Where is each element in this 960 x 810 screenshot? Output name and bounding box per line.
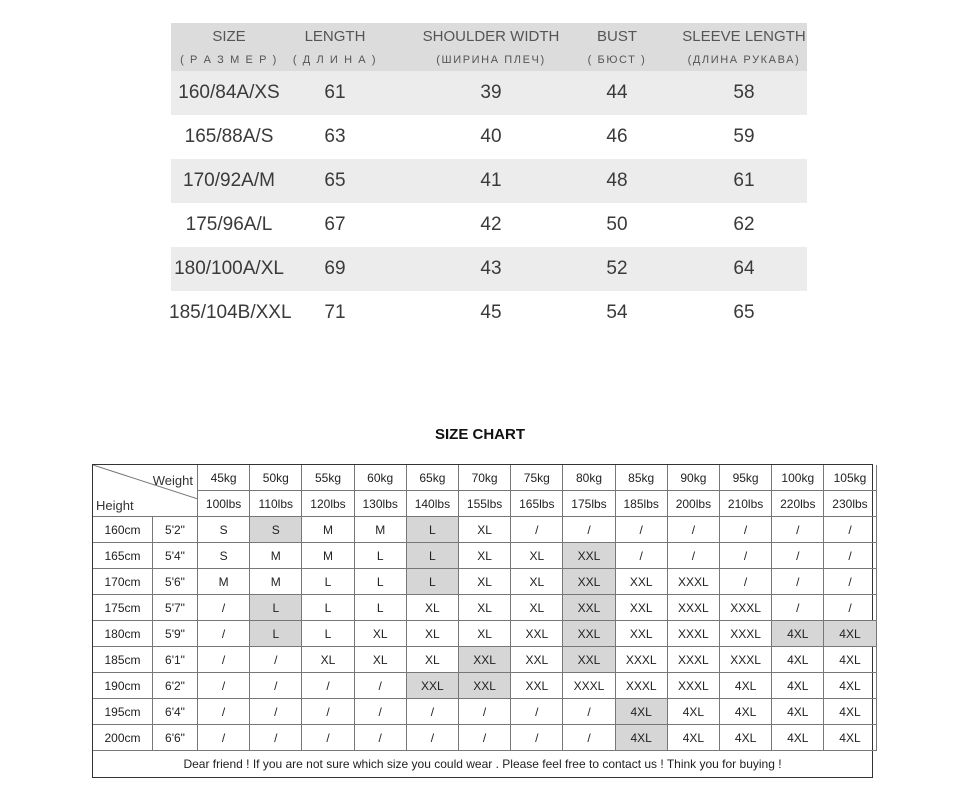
size-cell: XXL [459, 673, 511, 699]
weight-lbs-header: 110lbs [250, 491, 302, 517]
height-ft-cell: 6'6" [153, 725, 198, 751]
size-cell: XXXL [563, 673, 615, 699]
height-label: Height [96, 498, 134, 513]
size-cell: / [824, 517, 876, 543]
measure-cell: 52 [606, 258, 628, 279]
size-cell: L [407, 569, 459, 595]
size-cell: L [407, 517, 459, 543]
measure-header-0 [169, 23, 289, 71]
size-cell: XL [407, 595, 459, 621]
size-cell: XXXL [668, 621, 720, 647]
size-cell: XL [511, 569, 563, 595]
size-cell: / [198, 595, 250, 621]
height-ft-cell: 5'4" [153, 543, 198, 569]
size-cell: / [772, 569, 824, 595]
size-cell: 4XL [668, 725, 720, 751]
measure-cell: 64 [733, 258, 755, 279]
measure-header-russian: (ДЛИНА РУКАВА) [687, 54, 801, 66]
measure-row [171, 247, 807, 291]
size-cell: / [198, 647, 250, 673]
measure-header-russian: ( Р А З М Е Р ) [180, 54, 278, 66]
measure-row [171, 291, 807, 335]
size-cell: / [459, 725, 511, 751]
size-chart-title: SIZE CHART [435, 426, 525, 443]
measure-cell: 65 [733, 302, 755, 323]
size-cell: XXXL [616, 647, 668, 673]
size-cell: L [302, 621, 354, 647]
size-cell: XXXL [668, 647, 720, 673]
measure-cell: 46 [606, 126, 628, 147]
size-cell: M [198, 569, 250, 595]
weight-lbs-header: 120lbs [302, 491, 354, 517]
size-cell: L [302, 569, 354, 595]
size-cell: S [198, 517, 250, 543]
height-ft-cell: 6'4" [153, 699, 198, 725]
size-cell: / [355, 725, 407, 751]
size-cell: XXXL [668, 673, 720, 699]
size-cell: XXL [563, 569, 615, 595]
weight-kg-header: 105kg [824, 465, 876, 491]
weight-kg-header: 80kg [563, 465, 615, 491]
size-cell: XXL [459, 647, 511, 673]
measure-header-russian: ( Д Л И Н А ) [292, 54, 378, 66]
measure-row [171, 71, 807, 115]
weight-kg-header: 55kg [302, 465, 354, 491]
size-cell: / [302, 725, 354, 751]
measure-cell: 40 [480, 126, 502, 147]
measure-cell: 165/88A/S [184, 126, 274, 147]
size-cell: 4XL [720, 699, 772, 725]
size-cell: / [772, 543, 824, 569]
weight-kg-header: 85kg [616, 465, 668, 491]
size-cell: XL [407, 647, 459, 673]
weight-lbs-header: 165lbs [511, 491, 563, 517]
size-cell: XL [355, 621, 407, 647]
size-cell: 4XL [772, 647, 824, 673]
measure-header-4 [659, 23, 829, 71]
size-cell: XXXL [720, 647, 772, 673]
measure-cell: 54 [606, 302, 628, 323]
measure-row [171, 115, 807, 159]
size-cell: / [563, 517, 615, 543]
measure-cell: 69 [324, 258, 346, 279]
size-cell: XL [355, 647, 407, 673]
height-cm-cell: 195cm [93, 699, 153, 725]
size-cell: / [772, 595, 824, 621]
measure-cell: 63 [324, 126, 346, 147]
size-cell: 4XL [824, 647, 876, 673]
size-cell: / [824, 595, 876, 621]
size-cell: / [824, 543, 876, 569]
size-cell: 4XL [824, 673, 876, 699]
measure-header-2 [401, 23, 581, 71]
weight-lbs-header: 175lbs [563, 491, 615, 517]
size-cell: / [250, 647, 302, 673]
size-cell: / [668, 517, 720, 543]
size-cell: XXL [563, 647, 615, 673]
measure-header-label: SHOULDER WIDTH [422, 28, 560, 45]
size-cell: XXXL [720, 621, 772, 647]
size-cell: / [616, 543, 668, 569]
size-cell: / [198, 673, 250, 699]
size-cell: XXL [616, 621, 668, 647]
size-cell: / [668, 543, 720, 569]
size-cell: 4XL [720, 725, 772, 751]
size-cell: XXL [511, 647, 563, 673]
size-cell: 4XL [772, 699, 824, 725]
measure-cell: 48 [606, 170, 628, 191]
size-cell: XXL [616, 595, 668, 621]
measure-cell: 170/92A/M [183, 170, 275, 191]
height-cm-cell: 170cm [93, 569, 153, 595]
size-cell: XL [459, 569, 511, 595]
size-cell: / [563, 725, 615, 751]
size-cell: / [563, 699, 615, 725]
size-cell: L [355, 569, 407, 595]
size-cell: / [720, 569, 772, 595]
size-cell: XXL [563, 621, 615, 647]
size-cell: / [459, 699, 511, 725]
size-cell: XXL [563, 543, 615, 569]
measure-cell: 61 [733, 170, 755, 191]
weight-kg-header: 95kg [720, 465, 772, 491]
height-cm-cell: 165cm [93, 543, 153, 569]
size-cell: XXL [407, 673, 459, 699]
weight-lbs-header: 210lbs [720, 491, 772, 517]
measure-header-label: SIZE [212, 28, 246, 45]
height-cm-cell: 175cm [93, 595, 153, 621]
measure-cell: 50 [606, 214, 628, 235]
size-cell: XXL [616, 569, 668, 595]
weight-lbs-header: 200lbs [668, 491, 720, 517]
measure-cell: 43 [480, 258, 502, 279]
measure-cell: 160/84A/XS [178, 82, 280, 103]
measure-cell: 71 [324, 302, 346, 323]
measure-cell: 65 [324, 170, 346, 191]
size-cell: / [772, 517, 824, 543]
height-ft-cell: 6'1" [153, 647, 198, 673]
size-cell: L [302, 595, 354, 621]
size-cell: / [824, 569, 876, 595]
weight-kg-header: 90kg [668, 465, 720, 491]
measure-row [171, 203, 807, 247]
measure-cell: 175/96A/L [185, 214, 273, 235]
grid-corner [93, 465, 198, 517]
size-cell: M [250, 569, 302, 595]
size-cell: M [302, 543, 354, 569]
size-cell: 4XL [668, 699, 720, 725]
size-cell: XL [407, 621, 459, 647]
size-cell: 4XL [616, 725, 668, 751]
size-cell: M [302, 517, 354, 543]
size-cell: 4XL [772, 621, 824, 647]
measure-header-3 [567, 23, 667, 71]
size-chart-grid [92, 464, 873, 778]
size-cell: / [407, 725, 459, 751]
measure-cell: 41 [480, 170, 502, 191]
size-cell: XXXL [668, 569, 720, 595]
measure-header-russian: (ШИРИНА ПЛЕЧ) [436, 54, 546, 66]
size-cell: M [355, 517, 407, 543]
size-cell: 4XL [772, 725, 824, 751]
height-cm-cell: 200cm [93, 725, 153, 751]
size-cell: XXL [511, 621, 563, 647]
measure-cell: 180/100A/XL [174, 258, 284, 279]
size-cell: 4XL [772, 673, 824, 699]
size-cell: XXXL [616, 673, 668, 699]
weight-lbs-header: 155lbs [459, 491, 511, 517]
size-cell: XL [459, 595, 511, 621]
measure-header-label: SLEEVE LENGTH [682, 28, 806, 45]
size-cell: L [355, 595, 407, 621]
weight-lbs-header: 140lbs [407, 491, 459, 517]
weight-lbs-header: 220lbs [772, 491, 824, 517]
measure-cell: 45 [480, 302, 502, 323]
measure-header-label: LENGTH [304, 28, 366, 45]
size-cell: / [302, 673, 354, 699]
weight-kg-header: 100kg [772, 465, 824, 491]
size-cell: XXXL [720, 595, 772, 621]
size-cell: XXXL [668, 595, 720, 621]
size-cell: / [616, 517, 668, 543]
weight-kg-header: 75kg [511, 465, 563, 491]
size-cell: XL [459, 517, 511, 543]
height-cm-cell: 190cm [93, 673, 153, 699]
size-cell: M [250, 543, 302, 569]
size-cell: XL [302, 647, 354, 673]
size-cell: 4XL [720, 673, 772, 699]
size-cell: / [198, 699, 250, 725]
height-ft-cell: 5'6" [153, 569, 198, 595]
size-cell: L [355, 543, 407, 569]
height-ft-cell: 6'2" [153, 673, 198, 699]
size-cell: / [302, 699, 354, 725]
measure-cell: 62 [733, 214, 755, 235]
measure-cell: 39 [480, 82, 502, 103]
size-cell: / [720, 543, 772, 569]
measure-header-1 [285, 23, 385, 71]
height-ft-cell: 5'7" [153, 595, 198, 621]
height-cm-cell: 160cm [93, 517, 153, 543]
weight-lbs-header: 130lbs [355, 491, 407, 517]
size-cell: XL [459, 621, 511, 647]
size-cell: / [198, 725, 250, 751]
weight-kg-header: 45kg [198, 465, 250, 491]
size-cell: 4XL [824, 621, 876, 647]
height-ft-cell: 5'2" [153, 517, 198, 543]
size-cell: 4XL [824, 725, 876, 751]
size-cell: / [407, 699, 459, 725]
measure-header-label: BUST [596, 28, 637, 45]
weight-kg-header: 70kg [459, 465, 511, 491]
size-cell: / [511, 517, 563, 543]
size-cell: 4XL [824, 699, 876, 725]
weight-label: Weight [152, 473, 193, 488]
weight-kg-header: 65kg [407, 465, 459, 491]
weight-lbs-header: 100lbs [198, 491, 250, 517]
height-cm-cell: 180cm [93, 621, 153, 647]
measure-cell: 67 [324, 214, 346, 235]
measure-cell: 44 [606, 82, 628, 103]
size-cell: / [250, 699, 302, 725]
size-cell: / [355, 673, 407, 699]
footer-note: Dear friend ! If you are not sure which size you could wear . Please feel free to contact us ! Think you for buying ! [183, 757, 782, 771]
height-cm-cell: 185cm [93, 647, 153, 673]
measure-cell: 59 [733, 126, 755, 147]
size-cell: L [407, 543, 459, 569]
size-cell: S [198, 543, 250, 569]
size-cell: / [355, 699, 407, 725]
measure-header-russian: ( БЮСТ ) [587, 54, 647, 66]
measure-cell: 61 [324, 82, 346, 103]
size-cell: / [511, 725, 563, 751]
size-cell: XXL [511, 673, 563, 699]
weight-lbs-header: 230lbs [824, 491, 876, 517]
measure-cell: 42 [480, 214, 502, 235]
size-cell: / [250, 673, 302, 699]
size-cell: / [511, 699, 563, 725]
size-cell: XXL [563, 595, 615, 621]
size-cell: L [250, 621, 302, 647]
measure-cell: 185/104B/XXL [169, 302, 292, 323]
weight-lbs-header: 185lbs [616, 491, 668, 517]
size-cell: XL [511, 543, 563, 569]
height-ft-cell: 5'9" [153, 621, 198, 647]
measure-row [171, 159, 807, 203]
weight-kg-header: 50kg [250, 465, 302, 491]
size-cell: S [250, 517, 302, 543]
weight-kg-header: 60kg [355, 465, 407, 491]
measure-cell: 58 [733, 82, 755, 103]
size-cell: XL [511, 595, 563, 621]
size-cell: / [250, 725, 302, 751]
size-cell: / [198, 621, 250, 647]
size-cell: L [250, 595, 302, 621]
size-cell: 4XL [616, 699, 668, 725]
size-cell: XL [459, 543, 511, 569]
size-cell: / [720, 517, 772, 543]
